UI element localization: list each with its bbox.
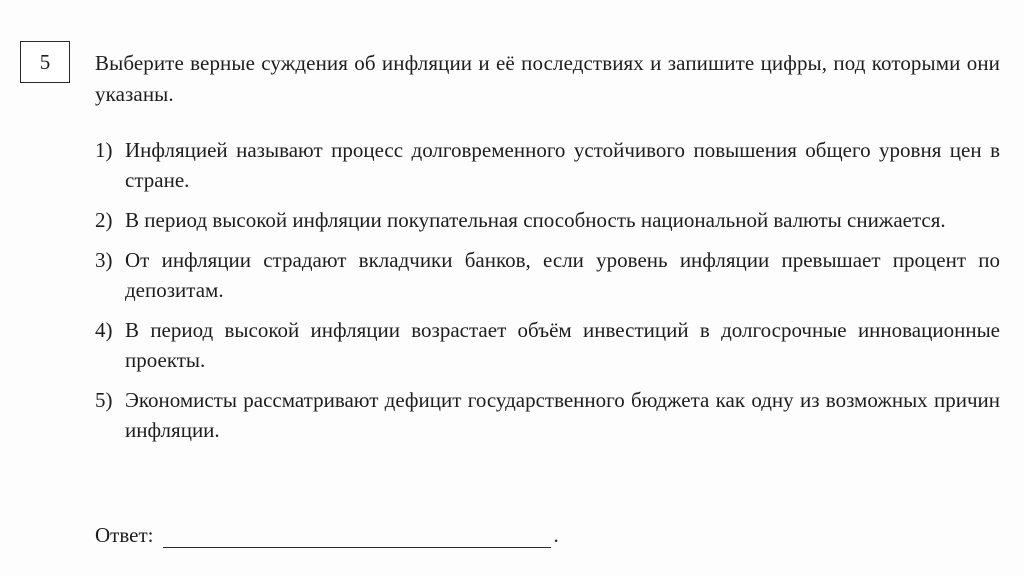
option-number: 3): [95, 248, 113, 272]
option-text: В период высокой инфляции возрастает объём инвестиций в долгосрочные инновационные проекты.: [125, 318, 1000, 372]
option-text: В период высокой инфляции покупательная способность национальной валюты снижается.: [125, 208, 946, 232]
task-number-box: [20, 41, 70, 83]
answer-field[interactable]: [163, 525, 551, 548]
answer-label: Ответ:: [95, 523, 154, 547]
answer-period: .: [553, 523, 559, 547]
option-number: 1): [95, 138, 113, 162]
option-item: [95, 315, 1000, 375]
option-item: [95, 135, 1000, 195]
question-text: Выберите верные суждения об инфляции и её последствиях и запишите цифры, под которыми они указаны.: [95, 51, 1000, 106]
option-item: [95, 205, 1000, 235]
option-item: [95, 385, 1000, 445]
option-number: 5): [95, 388, 113, 412]
option-number: 4): [95, 318, 113, 342]
option-text: От инфляции страдают вкладчики банков, если уровень инфляции превышает процент по депозитам.: [125, 248, 1000, 302]
option-text: Экономисты рассматривают дефицит государственного бюджета как одну из возможных причин инфляции.: [125, 388, 1000, 442]
answer-row: [95, 523, 559, 548]
option-text: Инфляцией называют процесс долговременного устойчивого повышения общего уровня цен в стране.: [125, 138, 1000, 192]
option-item: [95, 245, 1000, 305]
task-number: 5: [39, 49, 51, 74]
options-list: [95, 135, 1000, 455]
option-number: 2): [95, 208, 113, 232]
